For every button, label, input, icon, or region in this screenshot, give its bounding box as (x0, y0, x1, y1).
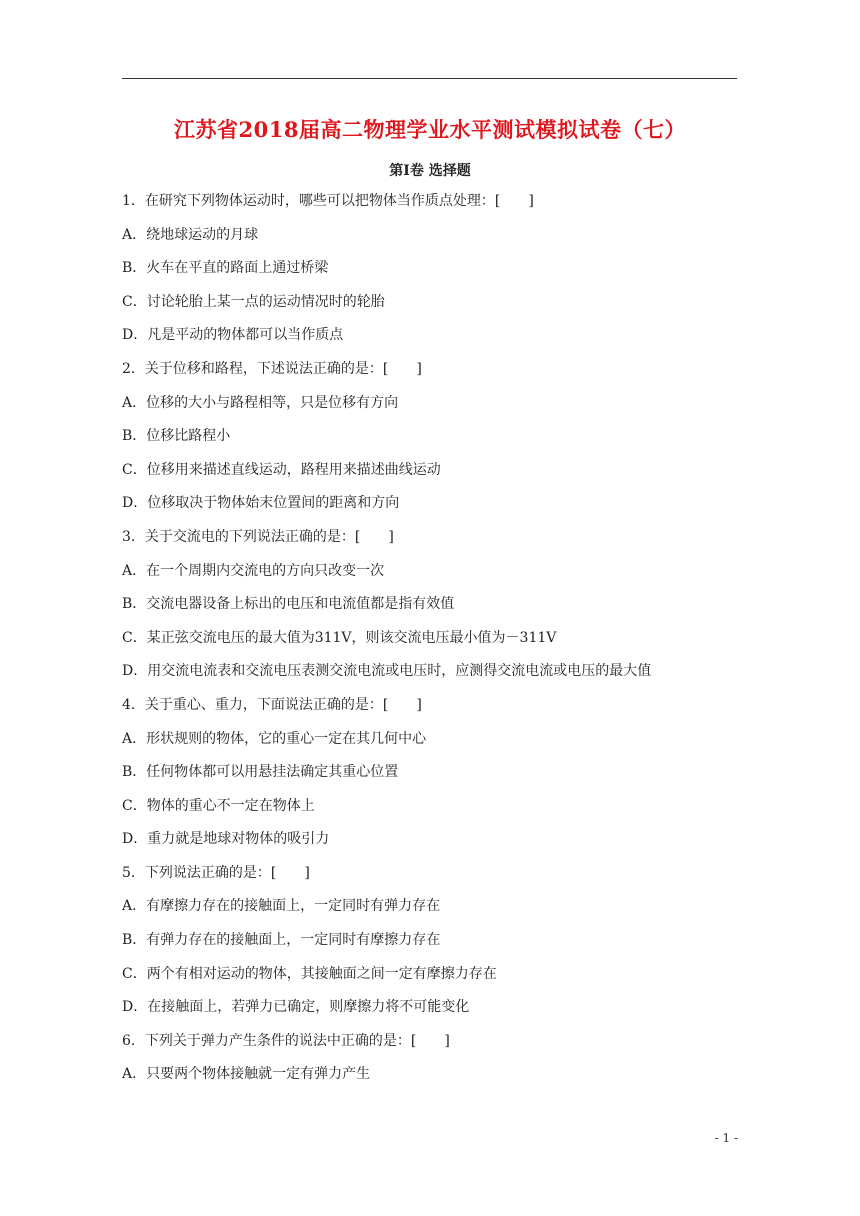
question-line: 4．关于重心、重力，下面说法正确的是：[ ] (122, 696, 422, 713)
option-line: A．位移的大小与路程相等，只是位移有方向 (122, 394, 399, 411)
option-line: A．形状规则的物体，它的重心一定在其几何中心 (122, 730, 427, 747)
question-line: 6．下列关于弹力产生条件的说法中正确的是：[ ] (122, 1032, 450, 1049)
option-line: D．重力就是地球对物体的吸引力 (122, 831, 330, 848)
option-line: B．交流电器设备上标出的电压和电流值都是指有效值 (122, 596, 455, 613)
option-line: B．任何物体都可以用悬挂法确定其重心位置 (122, 764, 399, 781)
option-line: D．位移取决于物体始末位置间的距离和方向 (122, 495, 400, 512)
option-line: C．两个有相对运动的物体，其接触面之间一定有摩擦力存在 (122, 965, 497, 982)
question-line: 3．关于交流电的下列说法正确的是：[ ] (122, 528, 394, 545)
option-line: A．绕地球运动的月球 (122, 226, 259, 243)
option-line: C．讨论轮胎上某一点的运动情况时的轮胎 (122, 293, 385, 310)
option-line: D．在接触面上，若弹力已确定，则摩擦力将不可能变化 (122, 999, 470, 1016)
document-title: 江苏省2018届高二物理学业水平测试模拟试卷（七） (174, 117, 686, 142)
option-line: B．有弹力存在的接触面上，一定同时有摩擦力存在 (122, 932, 441, 949)
page-number: - 1 - (714, 1131, 738, 1145)
option-line: A．只要两个物体接触就一定有弹力产生 (122, 1066, 371, 1083)
question-line: 5．下列说法正确的是：[ ] (122, 864, 310, 881)
option-line: A．在一个周期内交流电的方向只改变一次 (122, 562, 385, 579)
option-line: B．位移比路程小 (122, 428, 231, 445)
section-heading: 第Ⅰ卷 选择题 (389, 163, 471, 179)
option-line: A．有摩擦力存在的接触面上，一定同时有弹力存在 (122, 898, 441, 915)
option-line: D．用交流电流表和交流电压表测交流电流或电压时，应测得交流电流或电压的最大值 (122, 663, 652, 680)
question-line: 2．关于位移和路程，下述说法正确的是：[ ] (122, 360, 422, 377)
option-line: C．某正弦交流电压的最大值为311V，则该交流电压最小值为－311V (122, 629, 557, 646)
question-line: 1．在研究下列物体运动时，哪些可以把物体当作质点处理：[ ] (122, 193, 534, 209)
option-line: C．位移用来描述直线运动，路程用来描述曲线运动 (122, 461, 441, 478)
header-rule (122, 78, 737, 79)
option-line: C．物体的重心不一定在物体上 (122, 797, 315, 814)
question-list (122, 188, 742, 1095)
option-line: D．凡是平动的物体都可以当作质点 (122, 327, 344, 344)
option-line: B．火车在平直的路面上通过桥梁 (122, 260, 329, 277)
